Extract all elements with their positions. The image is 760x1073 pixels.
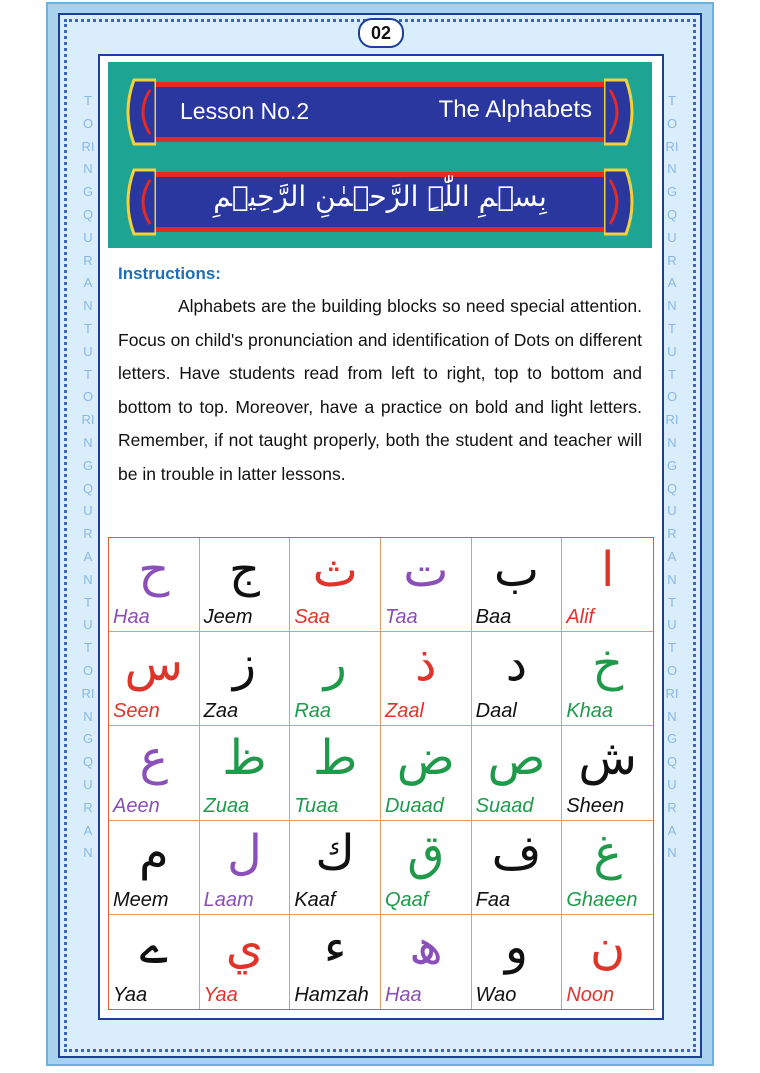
letter-name: Sheen xyxy=(566,794,625,817)
letter-glyph: ي xyxy=(225,918,264,975)
letter-name: Yaa xyxy=(113,983,148,1006)
letter-cell xyxy=(109,915,200,1009)
letter-cell xyxy=(472,538,563,632)
side-watermark-left: TORINGQURANTUTORINGQURANTUTORINGQURAN xyxy=(81,93,95,861)
letter-name: Tuaa xyxy=(294,794,339,817)
letter-glyph: خ xyxy=(592,636,624,693)
letter-glyph: غ xyxy=(593,824,622,881)
letter-glyph: ظ xyxy=(222,730,267,787)
letter-glyph: ق xyxy=(407,824,445,881)
letter-name: Haa xyxy=(384,983,422,1006)
letter-glyph: ط xyxy=(312,730,358,787)
letter-name: Alif xyxy=(566,606,595,629)
letter-glyph: ر xyxy=(323,636,347,693)
letter-name: Meem xyxy=(113,888,169,911)
letter-cell xyxy=(290,726,381,820)
letter-name: Seen xyxy=(113,700,160,723)
letter-cell xyxy=(381,726,472,820)
instructions-body xyxy=(118,290,642,492)
letter-cell xyxy=(109,821,200,915)
letter-name: Haa xyxy=(113,606,150,629)
lesson-header xyxy=(108,62,652,248)
letter-glyph: ء xyxy=(323,918,347,975)
letter-glyph: ے xyxy=(139,918,168,975)
lesson-topic: The Alphabets xyxy=(438,96,592,123)
instructions-heading: Instructions: xyxy=(118,264,221,283)
title-banner xyxy=(120,76,640,148)
letter-name: Daal xyxy=(475,700,517,723)
letter-cell xyxy=(381,915,472,1009)
letter-cell xyxy=(562,632,653,726)
letter-name: Raa xyxy=(294,700,332,723)
letter-glyph: ا xyxy=(600,542,615,598)
letter-cell xyxy=(472,821,563,915)
letter-cell xyxy=(290,538,381,632)
letter-name: Duaad xyxy=(384,794,444,817)
letter-glyph: ص xyxy=(487,730,546,787)
letter-cell xyxy=(472,632,563,726)
letter-cell xyxy=(109,538,200,632)
letter-name: Kaaf xyxy=(294,888,336,911)
letter-glyph: ت xyxy=(403,542,449,598)
letter-glyph: م xyxy=(138,824,169,881)
letter-glyph: ش xyxy=(578,730,637,787)
letter-glyph: ك xyxy=(315,824,355,881)
letter-name: Saa xyxy=(294,606,330,629)
letter-glyph: ز xyxy=(232,636,257,693)
letter-glyph: ع xyxy=(139,730,169,787)
ornament-right-icon xyxy=(604,76,640,148)
letter-cell xyxy=(562,821,653,915)
letter-name: Zaal xyxy=(384,700,424,723)
letter-cell xyxy=(290,632,381,726)
letter-cell xyxy=(562,538,653,632)
letter-cell xyxy=(200,538,291,632)
bismillah-banner xyxy=(120,166,640,238)
letter-glyph: ھ xyxy=(409,918,443,975)
letter-glyph: ح xyxy=(138,542,170,598)
letter-name: Taa xyxy=(384,606,418,629)
letter-glyph: ل xyxy=(227,824,262,881)
letter-name: Qaaf xyxy=(384,888,429,911)
letter-cell xyxy=(200,726,291,820)
letter-glyph: ض xyxy=(396,730,455,787)
letter-cell xyxy=(290,821,381,915)
side-watermark-right: TORINGQURANTUTORINGQURANTUTORINGQURAN xyxy=(665,93,679,861)
letter-name: Yaa xyxy=(203,983,238,1006)
letter-name: Wao xyxy=(475,983,517,1006)
letter-name: Noon xyxy=(566,983,615,1006)
instructions-text: Alphabets are the building blocks so need special attention. Focus on child's pronunciation and identification of Dots on different letters. Have students read from left to right, top to bottom and bottom to top. Moreover, have a practice on bold and light letters. Remember, if not taught properly, both the student and teacher will be in trouble in latter lessons. xyxy=(118,296,642,484)
letter-cell xyxy=(200,821,291,915)
lesson-title: Lesson No.2 xyxy=(180,98,310,124)
letter-cell xyxy=(109,632,200,726)
letter-name: Laam xyxy=(203,888,254,911)
letter-cell xyxy=(472,915,563,1009)
letter-cell xyxy=(381,821,472,915)
letter-glyph: س xyxy=(124,636,184,693)
ornament-left-icon xyxy=(120,76,156,148)
letter-glyph: ب xyxy=(493,542,540,598)
letter-name: Faa xyxy=(475,888,511,911)
bismillah-text: بِسۡمِ اللّٰہِ الرَّحۡمٰنِ الرَّحِیۡمِ xyxy=(213,180,547,213)
letter-name: Ghaeen xyxy=(566,888,638,911)
letter-name: Jeem xyxy=(203,606,253,629)
letter-cell xyxy=(109,726,200,820)
letter-cell xyxy=(562,915,653,1009)
letter-cell xyxy=(290,915,381,1009)
letter-cell xyxy=(200,632,291,726)
letter-glyph: ث xyxy=(312,542,358,598)
letter-name: Baa xyxy=(475,606,512,629)
page-number: 02 xyxy=(358,18,404,48)
letter-glyph: ذ xyxy=(415,636,437,693)
letter-cell xyxy=(472,726,563,820)
letter-cell xyxy=(562,726,653,820)
letter-name: Khaa xyxy=(566,700,614,723)
letter-glyph: ف xyxy=(491,824,542,881)
letter-name: Aeen xyxy=(113,794,160,817)
letter-name: Suaad xyxy=(475,794,534,817)
letter-cell xyxy=(381,538,472,632)
letter-name: Zuaa xyxy=(203,794,250,817)
letter-name: Zaa xyxy=(203,700,239,723)
letter-glyph: ج xyxy=(229,542,260,598)
letter-cell xyxy=(381,632,472,726)
letter-glyph: د xyxy=(505,636,528,693)
letter-glyph: و xyxy=(504,918,529,975)
letter-glyph: ن xyxy=(590,918,626,975)
letter-cell xyxy=(200,915,291,1009)
alphabet-grid xyxy=(108,537,654,1010)
letter-name: Hamzah xyxy=(294,983,369,1006)
